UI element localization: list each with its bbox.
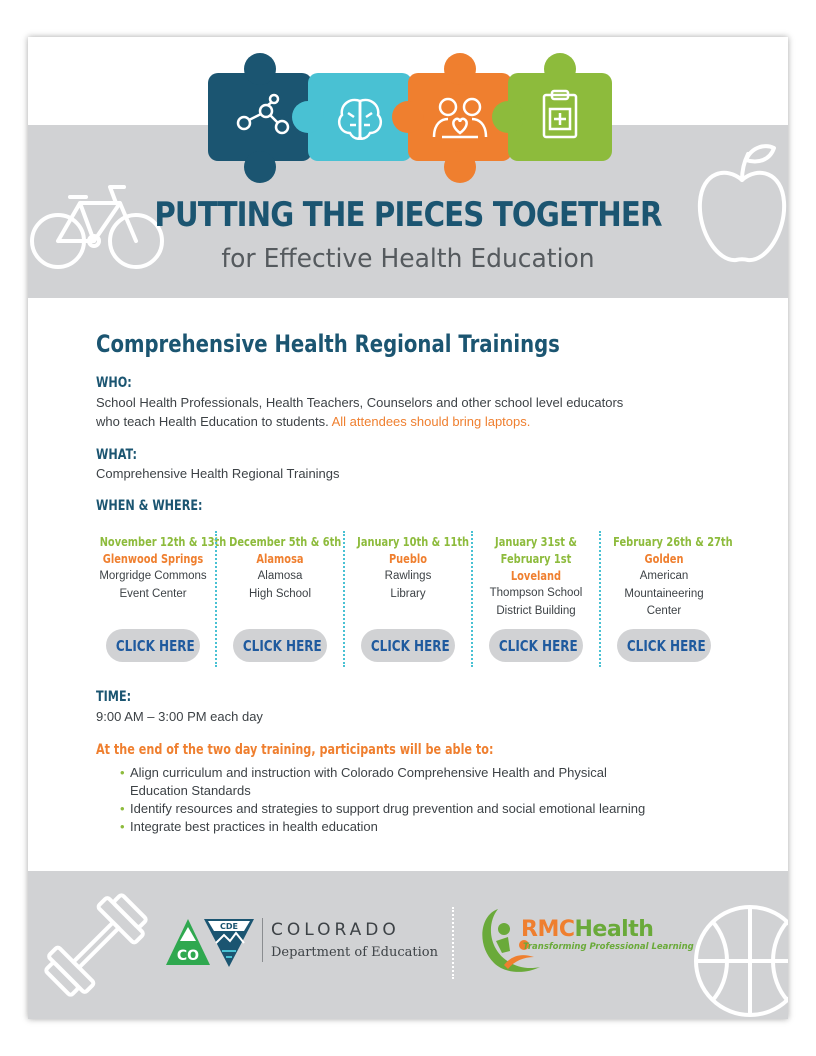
department-name: Department of Education xyxy=(271,945,438,960)
button-label: CLICK HERE xyxy=(115,636,195,655)
who-text xyxy=(96,393,623,431)
location-venue: Mountaineering xyxy=(624,587,704,600)
outcomes-list xyxy=(122,764,722,836)
location-venue: Center xyxy=(646,605,682,617)
column-divider xyxy=(215,531,217,667)
rmc-tagline: Transforming Professional Learning xyxy=(523,942,694,952)
puzzle-graphic xyxy=(204,51,614,187)
location-venue: Event Center xyxy=(119,587,187,600)
cde-badge-text: CDE xyxy=(220,922,238,931)
bullet-icon: • xyxy=(120,819,125,834)
location-golden xyxy=(602,534,733,621)
location-venue: Alamosa xyxy=(257,570,303,582)
who-label: WHO: xyxy=(96,375,132,391)
location-venue: Thompson School xyxy=(489,587,583,599)
button-label: CLICK HERE xyxy=(626,636,706,655)
outcome-text: Identify resources and strategies to support drug prevention and social emotional learning xyxy=(130,801,646,816)
what-label: WHAT: xyxy=(96,447,138,463)
location-venue: District Building xyxy=(496,604,576,617)
list-item xyxy=(122,764,722,800)
column-divider xyxy=(599,531,601,667)
flyer-subtitle: for Effective Health Education xyxy=(221,244,595,274)
location-city: Loveland xyxy=(510,569,562,583)
location-city: Alamosa xyxy=(256,552,304,566)
click-here-button-golden[interactable] xyxy=(617,629,711,662)
location-dates: February 1st xyxy=(500,552,572,566)
location-city: Glenwood Springs xyxy=(102,552,204,566)
list-item xyxy=(122,818,722,836)
health-name-part: Health xyxy=(574,917,654,942)
who-line-1: School Health Professionals, Health Teachers, Counselors and other school level educators xyxy=(96,395,624,410)
rmc-name-part: RMC xyxy=(521,917,575,942)
basketball-icon xyxy=(688,899,788,1019)
list-item xyxy=(122,800,722,818)
location-venue: Library xyxy=(390,587,426,600)
barbell-icon xyxy=(36,885,156,1005)
click-here-button-pueblo[interactable] xyxy=(361,629,455,662)
location-loveland xyxy=(474,534,598,620)
location-venue: High School xyxy=(248,587,311,600)
co-badge-text: CO xyxy=(176,948,200,964)
location-dates: January 10th & 11th xyxy=(357,535,470,549)
button-label: CLICK HERE xyxy=(498,636,578,655)
location-dates: February 26th & 27th xyxy=(613,535,733,549)
location-pueblo xyxy=(346,534,470,603)
time-label: TIME: xyxy=(96,689,132,705)
click-here-button-glenwood-springs[interactable] xyxy=(106,629,200,662)
location-venue: American xyxy=(639,570,689,582)
column-divider xyxy=(343,531,345,667)
outcome-text: Education Standards xyxy=(130,783,251,798)
laptop-note: All attendees should bring laptops. xyxy=(331,414,531,429)
footer-divider xyxy=(452,907,454,979)
location-venue: Morgridge Commons xyxy=(99,570,207,582)
flyer-title: PUTTING THE PIECES TOGETHER xyxy=(154,195,662,235)
rmc-health-name xyxy=(521,917,653,942)
section-heading: Comprehensive Health Regional Trainings xyxy=(96,330,560,358)
location-city: Golden xyxy=(644,552,684,566)
who-line-2: who teach Health Education to students. xyxy=(96,414,329,429)
location-city: Pueblo xyxy=(388,552,428,566)
flyer-page xyxy=(28,37,788,1019)
location-dates: January 31st & xyxy=(495,535,577,549)
outcomes-heading: At the end of the two day training, participants will be able to: xyxy=(96,742,494,758)
location-glenwood-springs xyxy=(88,534,227,603)
click-here-button-alamosa[interactable] xyxy=(233,629,327,662)
column-divider xyxy=(471,531,473,667)
location-venue: Rawlings xyxy=(384,570,432,582)
outcome-text: Integrate best practices in health education xyxy=(130,819,378,834)
what-text: Comprehensive Health Regional Trainings xyxy=(96,466,340,481)
time-text: 9:00 AM – 3:00 PM each day xyxy=(96,709,263,724)
location-dates: December 5th & 6th xyxy=(229,535,342,549)
location-alamosa xyxy=(218,534,342,603)
colorado-name: COLORADO xyxy=(271,920,400,940)
outcome-text: Align curriculum and instruction with Colorado Comprehensive Health and Physical xyxy=(130,765,607,780)
button-label: CLICK HERE xyxy=(242,636,322,655)
bullet-icon: • xyxy=(120,765,125,780)
colorado-cde-logo xyxy=(164,917,258,969)
button-label: CLICK HERE xyxy=(370,636,450,655)
location-dates: November 12th & 13th xyxy=(99,535,227,549)
click-here-button-loveland[interactable] xyxy=(489,629,583,662)
when-where-label: WHEN & WHERE: xyxy=(96,498,203,514)
logo-divider-line xyxy=(262,918,263,962)
bullet-icon: • xyxy=(120,801,125,816)
